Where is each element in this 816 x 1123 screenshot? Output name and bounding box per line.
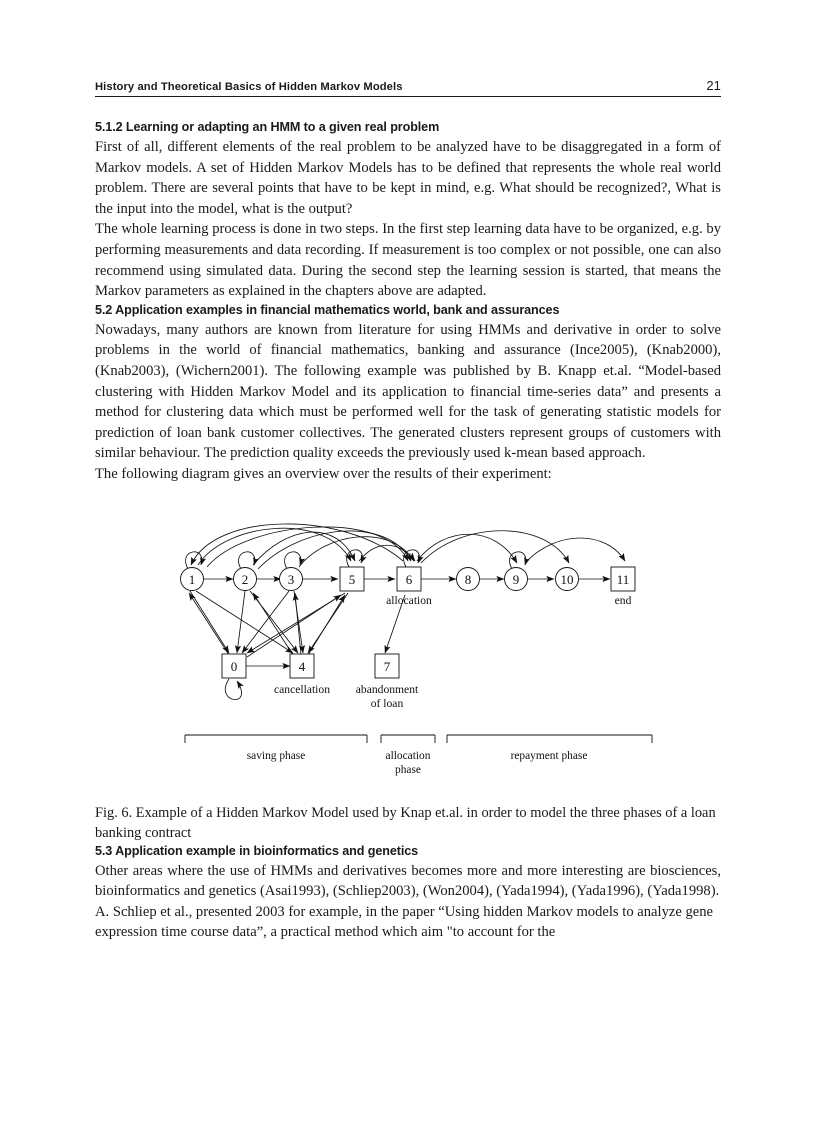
node-7-label: 7 bbox=[383, 658, 391, 674]
abandonment-label-line2: of loan bbox=[370, 696, 404, 710]
paragraph-5-3-2: A. Schliep et al., presented 2003 for example, in the paper “Using hidden Markov models to analyze gene expression time course data”, a practical method which aim "to account for the bbox=[95, 903, 714, 941]
phase-label-repayment: repayment phase bbox=[510, 749, 588, 762]
edge-3-0 bbox=[242, 591, 289, 653]
node-9-label: 9 bbox=[512, 571, 520, 587]
figure-hmm-diagram bbox=[95, 503, 721, 793]
node-3-label: 3 bbox=[287, 571, 295, 587]
edge-6-1-back bbox=[191, 523, 403, 564]
node-10-label: 10 bbox=[560, 571, 574, 587]
edge-2-4 bbox=[250, 591, 298, 653]
page-content bbox=[95, 78, 721, 943]
edge-9-self bbox=[510, 551, 526, 568]
node-6 bbox=[397, 567, 421, 591]
node-2-label: 2 bbox=[241, 571, 249, 587]
node-11 bbox=[611, 567, 635, 591]
paragraph-5-1-2-1: First of all, different elements of the real problem to be analyzed have to be disaggregated in a form of Markov models. A set of Hidden Markov Models has to be defined that represents the whole real world problem. There are several points that have to be kept in mind, e.g. What should be recognized?, What is the input into the model, what is the output? bbox=[95, 139, 721, 217]
edge-1-4 bbox=[196, 591, 293, 653]
node-5 bbox=[340, 567, 364, 591]
running-header-title: History and Theoretical Basics of Hidden Markov Models bbox=[95, 81, 403, 93]
paragraph-5-1-2-2: The whole learning process is done in two steps. In the first step learning data have to be organized, e.g. by performing measurements and data recording. If measurement is too complex or not possible, one can also recommend using simulated data. During the second step the learning session is started, that means the Markov parameters as explained in the chapters above are adapted. bbox=[95, 221, 721, 300]
node-1 bbox=[181, 567, 204, 590]
node-11-label: 11 bbox=[616, 571, 630, 587]
node-1-label: 1 bbox=[188, 571, 196, 587]
bracket-saving-phase bbox=[185, 735, 367, 743]
edge-6-9 bbox=[417, 534, 517, 563]
heading-5-2: 5.2 Application examples in financial mathematics world, bank and assurances bbox=[95, 302, 560, 317]
edge-0-1-up bbox=[189, 593, 229, 655]
bracket-repayment-phase bbox=[447, 735, 652, 743]
running-header bbox=[95, 78, 721, 97]
node-9 bbox=[505, 567, 528, 590]
node-10 bbox=[556, 567, 579, 590]
phase-labels bbox=[247, 750, 588, 776]
node-0-label: 0 bbox=[230, 658, 238, 674]
edge-5-self bbox=[347, 549, 363, 566]
heading-5-1-2: 5.1.2 Learning or adapting an HMM to a given real problem bbox=[95, 120, 440, 134]
edge-4-3-up bbox=[295, 593, 301, 655]
allocation-label: allocation bbox=[386, 593, 432, 607]
edge-1-5 bbox=[198, 528, 351, 565]
edge-3-self bbox=[285, 551, 301, 568]
edge-2-self bbox=[239, 551, 255, 568]
figure-caption: Fig. 6. Example of a Hidden Markov Model used by Knap et.al. in order to model the three phases of a loan banking contract bbox=[95, 804, 716, 841]
paragraph-5-3-1: Other areas where the use of HMMs and derivatives becomes more and more interesting are biosciences, bioinformatics and genetics (Asai1993), (Schliep2003), (Won2004), (Yada1994), (Yada1996), (Yada1998). bbox=[95, 862, 721, 900]
diagram-edges bbox=[186, 523, 625, 699]
phase-label-saving: saving phase bbox=[246, 749, 306, 762]
node-6-label: 6 bbox=[405, 571, 413, 587]
node-2 bbox=[234, 567, 257, 590]
phase-label-allocation-line2: phase bbox=[395, 763, 421, 776]
bracket-allocation-phase bbox=[381, 735, 435, 743]
node-0 bbox=[222, 654, 246, 678]
heading-5-3: 5.3 Application example in bioinformatics and genetics bbox=[95, 843, 419, 858]
edge-0-self bbox=[225, 679, 241, 700]
cancellation-label: cancellation bbox=[273, 682, 331, 696]
node-8 bbox=[457, 567, 480, 590]
node-7 bbox=[375, 654, 399, 678]
end-label: end bbox=[614, 593, 632, 607]
edge-1-0 bbox=[190, 591, 229, 653]
node-3 bbox=[280, 567, 303, 590]
paragraph-5-2-2: The following diagram gives an overview over the results of their experiment: bbox=[95, 465, 552, 482]
edge-3-6 bbox=[299, 536, 414, 566]
page-number: 21 bbox=[706, 78, 721, 93]
node-4-label: 4 bbox=[298, 658, 306, 674]
node-5-label: 5 bbox=[348, 571, 356, 587]
hmm-diagram-svg bbox=[95, 503, 721, 793]
phase-label-allocation-line1: allocation bbox=[385, 749, 431, 762]
diagram-nodes bbox=[181, 567, 636, 678]
edge-9-11 bbox=[525, 538, 625, 563]
diagram-annotations bbox=[274, 594, 632, 710]
abandonment-label-line1: abandonment bbox=[355, 682, 419, 696]
node-8-label: 8 bbox=[464, 571, 472, 587]
phase-brackets bbox=[185, 735, 652, 743]
node-4 bbox=[290, 654, 314, 678]
paragraph-5-2-1: Nowadays, many authors are known from literature for using HMMs and derivative in order to solve problems in the world of financial mathematics, banking and assurance (Ince2005), (Knab2000), (Knab2003), (Wichern2001). The following example was published by B. Knapp et.al. “Model-based clustering with Hidden Markov Model and its application to financial time-series data” and presents a method for clustering data which must be performed well for the task of generating statistic models for prediction of loan bank customer collectives. The generated clusters represent groups of customers with similar behaviour. The prediction quality exceeds the previously used k-mean based approach. bbox=[95, 321, 721, 462]
